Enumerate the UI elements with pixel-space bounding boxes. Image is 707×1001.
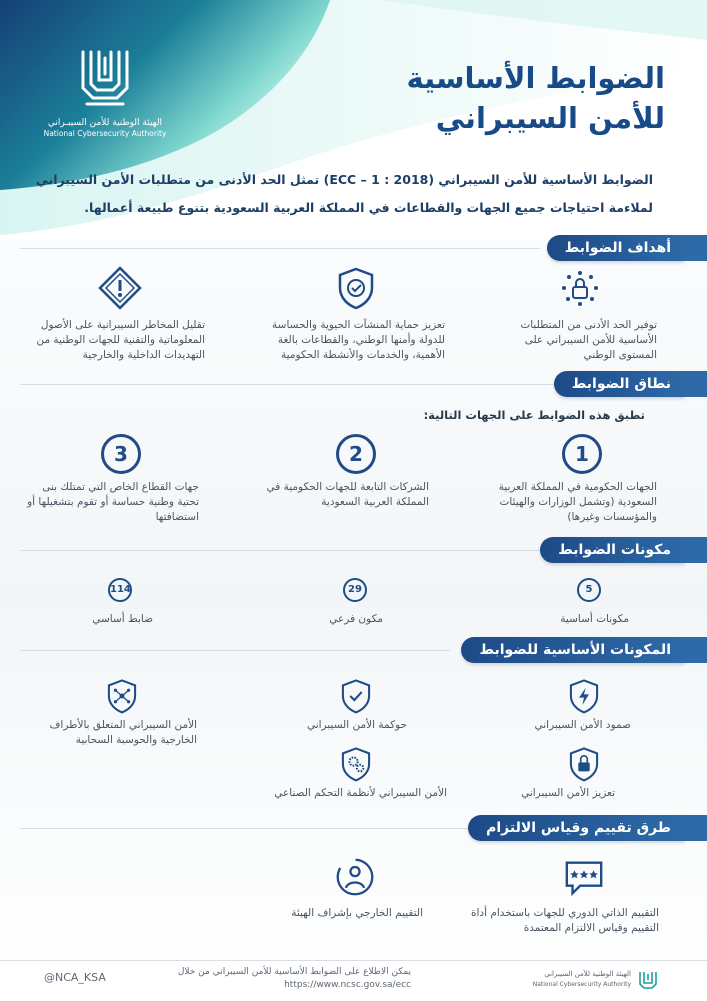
objective-text-1: توفير الحد الأدنى من المتطلبات الأساسية للأمن السيبراني على المستوى الوطني — [520, 319, 657, 361]
assessment-text-1: التقييم الذاتي الدوري للجهات باستخدام أداة التقييم وقياس الالتزام المعتمدة — [470, 907, 659, 934]
footer-url-link[interactable]: https://www.ncsc.gov.sa/ecc — [284, 980, 411, 990]
section-heading-components: مكونات الضوابط — [540, 537, 685, 563]
shield-bolt-icon — [566, 678, 602, 714]
footer-note — [178, 966, 411, 992]
scope-number-1: 1 — [562, 434, 602, 474]
section-heading-objectives: أهداف الضوابط — [547, 235, 685, 261]
nca-emblem-icon — [75, 44, 135, 112]
component-count-3: 114 — [108, 578, 132, 602]
main-component-text-3: الأمن السيبراني المتعلق بالأطراف الخارجية والحوسبة السحابية — [49, 719, 197, 746]
scope-text-2: الشركات التابعة للجهات الحكومية في المملكة العربية السعودية — [266, 481, 429, 508]
scope-subheading: تطبق هذه الضوابط على الجهات التالية: — [423, 408, 645, 422]
warning-diamond-icon — [98, 266, 142, 310]
main-component-text-5: الأمن السيبراني لأنظمة التحكم الصناعي — [274, 787, 447, 799]
main-component-text-1: صمود الأمن السيبراني — [534, 719, 631, 731]
component-label-2: مكون فرعي — [329, 613, 383, 625]
title-line-2: للأمن السيبراني — [435, 101, 665, 135]
component-count-1: 5 — [577, 578, 601, 602]
scope-text-3: جهات القطاع الخاص التي تمتلك بنى تحتية وطنية حساسة أو تقوم بتشغيلها أو استضافتها — [27, 481, 199, 523]
footer-logo — [509, 967, 659, 995]
section-divider — [20, 650, 450, 651]
stars-lock-icon — [558, 268, 602, 312]
logo-text-arabic: الهيئة الوطنية للأمن السيبـراني — [47, 118, 163, 128]
shield-check-icon — [334, 266, 378, 310]
scope-number-3: 3 — [101, 434, 141, 474]
section-heading-assessment: طرق تقييم وقياس الالتزام — [468, 815, 685, 841]
section-divider — [20, 550, 540, 551]
footer — [0, 960, 707, 1001]
logo-text-english: National Cybersecurity Authority — [43, 129, 167, 138]
main-component-text-4: تعزيز الأمن السيبراني — [521, 787, 615, 799]
section-heading-scope: نطاق الضوابط — [554, 371, 685, 397]
nca-emblem-icon — [637, 969, 659, 993]
rating-stars-icon — [563, 858, 605, 898]
social-handle[interactable]: @NCA_KSA — [44, 971, 106, 984]
component-label-1: مكونات أساسية — [560, 613, 629, 625]
component-label-3: ضابط أساسي — [92, 613, 153, 625]
lock-shield-icon — [566, 746, 602, 782]
network-shield-icon — [104, 678, 140, 714]
gears-shield-icon — [338, 746, 374, 782]
nca-logo — [40, 44, 170, 138]
scope-number-2: 2 — [336, 434, 376, 474]
section-divider — [20, 248, 540, 249]
title-line-1: الضوابط الأساسية — [406, 61, 665, 95]
component-count-2: 29 — [343, 578, 367, 602]
page-title — [407, 58, 665, 138]
objective-text-3: تقليل المخاطر السيبرانية على الأصول المعلوماتية والتقنية للجهات الوطنية من التهديدات الداخلية والخارجية — [36, 319, 205, 361]
assessment-text-2: التقييم الخارجي بإشراف الهيئة — [291, 907, 423, 919]
shield-check-icon — [338, 678, 374, 714]
main-component-text-2: حوكمة الأمن السيبراني — [306, 719, 407, 731]
section-divider — [20, 384, 560, 385]
objective-text-2: تعزيز حماية المنشآت الحيوية والحساسة للدولة وأمنها الوطني، والقطاعات بالغة الأهمية، والخدمات والأنشطة الحكومية — [272, 319, 445, 361]
intro-line-1: الضوابط الأساسية للأمن السيبراني (ECC – 1 : 2018) تمثل الحد الأدنى من متطلبات الأمن السيبراني — [35, 172, 653, 187]
footer-logo-english: National Cybersecurity Authority — [532, 981, 631, 988]
scope-text-1: الجهات الحكومية في المملكة العربية السعودية (وتشمل الوزارات والهيئات والمؤسسات وغيرها) — [498, 481, 657, 523]
footer-note-text: يمكن الاطلاع على الضوابط الأساسية للأمن السيبراني من خلال — [177, 967, 411, 977]
section-heading-main-components: المكونات الأساسية للضوابط — [461, 637, 685, 663]
intro-line-2: لملاءمة احتياجات جميع الجهات والقطاعات في المملكة العربية السعودية بتنوع طبيعة أعمالها. — [84, 200, 653, 215]
footer-logo-arabic: الهيئة الوطنية للأمن السيبراني — [544, 970, 631, 978]
section-divider — [20, 828, 480, 829]
external-assessment-icon — [335, 857, 375, 897]
